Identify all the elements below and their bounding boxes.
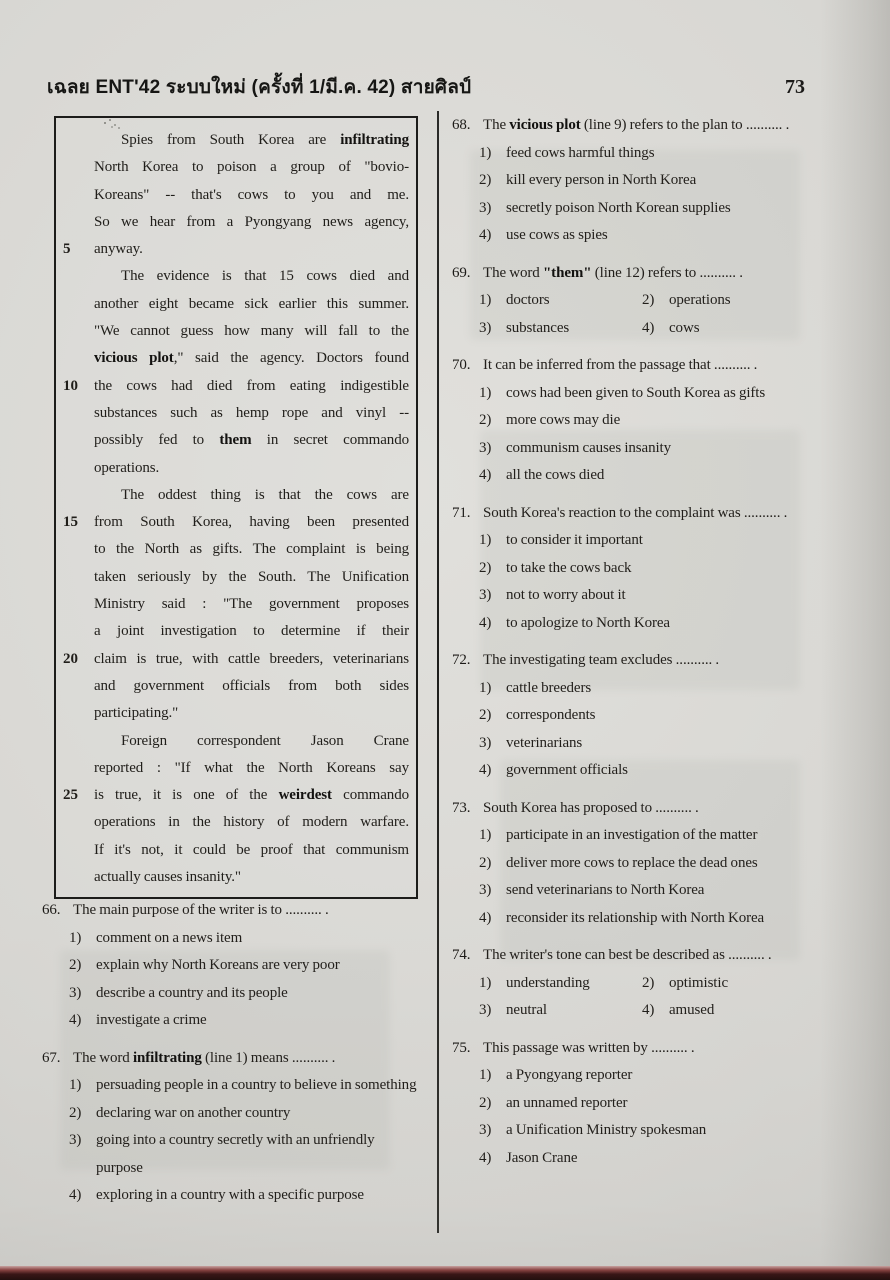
option-text: not to worry about it xyxy=(506,587,626,603)
answer-option xyxy=(479,315,642,343)
passage-line-text: The evidence is that 15 cows died and xyxy=(121,268,409,285)
question-number: 66. xyxy=(42,902,61,918)
option-marker: 1) xyxy=(479,292,492,308)
question-stem: South Korea has proposed to .......... . xyxy=(483,799,699,816)
option-marker: 1) xyxy=(479,974,492,991)
option-text: a Pyongyang reporter xyxy=(506,1067,633,1083)
question-stem: South Korea's reaction to the complaint was .......... . xyxy=(483,504,788,521)
answer-option xyxy=(479,380,820,408)
passage-line xyxy=(56,673,416,700)
passage-line-text: The oddest thing is that the cows are xyxy=(121,486,409,503)
option-text: reconsider its relationship with North Korea xyxy=(506,909,765,926)
question-number: 74. xyxy=(452,947,471,963)
answer-option xyxy=(479,1117,820,1145)
column-divider-line xyxy=(437,111,439,1233)
answer-option xyxy=(479,462,820,490)
passage-line-number: 20 xyxy=(63,650,78,667)
passage-lines xyxy=(56,127,416,891)
answer-option xyxy=(479,970,642,998)
answer-option xyxy=(479,702,820,730)
passage-line xyxy=(56,564,416,591)
answer-options xyxy=(42,925,420,1035)
option-text: describe a country and its people xyxy=(96,984,288,1001)
option-marker: 2) xyxy=(479,172,492,188)
question-number: 71. xyxy=(452,504,471,521)
answer-option xyxy=(69,925,420,953)
question-stem: The main purpose of the writer is to .......... . xyxy=(73,902,329,918)
answer-option xyxy=(479,435,820,463)
option-text: cows had been given to South Korea as gifts xyxy=(506,384,766,401)
option-text: feed cows harmful things xyxy=(506,144,655,161)
photo-bottom-edge xyxy=(0,1266,890,1280)
option-marker: 4) xyxy=(479,614,492,631)
passage-line xyxy=(56,618,416,645)
option-text: communism causes insanity xyxy=(506,439,672,456)
question-70 xyxy=(452,352,820,490)
passage-line xyxy=(56,482,416,509)
option-text: exploring in a country with a specific purpose xyxy=(96,1187,364,1203)
option-marker: 4) xyxy=(479,909,492,926)
answer-option xyxy=(479,1145,820,1173)
question-stem: The writer's tone can best be described as .......... . xyxy=(483,947,772,963)
answer-option xyxy=(479,407,820,435)
question-71 xyxy=(452,500,820,638)
answer-option xyxy=(479,555,820,583)
passage-line xyxy=(56,864,416,891)
reading-passage-box xyxy=(54,116,418,899)
answer-options xyxy=(452,140,820,250)
passage-line xyxy=(56,209,416,236)
passage-line xyxy=(56,154,416,181)
passage-line-text: to the North as gifts. The complaint is being xyxy=(94,541,409,558)
option-marker: 3) xyxy=(479,199,492,216)
question-stem: It can be inferred from the passage that .......... . xyxy=(483,357,758,373)
answer-option xyxy=(69,1127,420,1182)
option-marker: 3) xyxy=(479,1002,492,1018)
answer-option xyxy=(69,952,420,980)
answer-option xyxy=(69,1100,420,1128)
option-marker: 2) xyxy=(69,957,82,973)
answer-option xyxy=(479,730,820,758)
option-marker: 3) xyxy=(69,984,82,1001)
option-text: all the cows died xyxy=(506,467,605,483)
passage-line xyxy=(56,509,416,536)
option-marker: 2) xyxy=(479,412,492,428)
option-marker: 3) xyxy=(479,1122,492,1138)
option-text: understanding xyxy=(506,974,590,991)
passage-line-text: operations in the history of modern warfare. xyxy=(94,814,409,831)
answer-option xyxy=(642,997,820,1025)
option-marker: 3) xyxy=(69,1132,82,1148)
answer-options xyxy=(452,287,820,342)
option-marker: 4) xyxy=(479,467,492,483)
option-text: neutral xyxy=(506,1002,547,1018)
answer-option xyxy=(479,610,820,638)
passage-line-text: is true, it is one of the weirdest commando xyxy=(94,787,409,804)
answer-option xyxy=(69,1007,420,1035)
answer-option xyxy=(479,822,820,850)
option-text: a Unification Ministry spokesman xyxy=(506,1122,707,1138)
answer-options xyxy=(452,1062,820,1172)
option-text: doctors xyxy=(506,292,550,308)
passage-line-text: Ministry said : "The government proposes xyxy=(94,596,409,613)
passage-line-number: 15 xyxy=(63,514,78,531)
passage-line xyxy=(56,345,416,372)
question-67 xyxy=(42,1045,420,1210)
option-marker: 4) xyxy=(479,762,492,778)
option-marker: 2) xyxy=(642,974,655,991)
answer-option xyxy=(479,877,820,905)
option-text: correspondents xyxy=(506,707,596,723)
option-text: participate in an investigation of the matter xyxy=(506,827,758,843)
passage-line xyxy=(56,700,416,727)
question-stem: This passage was written by .......... . xyxy=(483,1039,695,1056)
passage-line-text: Foreign correspondent Jason Crane xyxy=(121,732,409,749)
answer-options xyxy=(42,1072,420,1210)
passage-line-text: claim is true, with cattle breeders, veterinarians xyxy=(94,650,409,667)
option-text: cows xyxy=(669,319,700,336)
passage-line xyxy=(56,400,416,427)
answer-option xyxy=(479,850,820,878)
answer-options xyxy=(452,970,820,1025)
option-marker: 4) xyxy=(479,227,492,243)
question-stem: The investigating team excludes .......... . xyxy=(483,652,720,668)
questions-column-left xyxy=(42,897,420,1220)
option-text: going into a country secretly with an unfriendly purpose xyxy=(96,1132,375,1176)
option-text: comment on a news item xyxy=(96,929,243,946)
passage-line xyxy=(56,728,416,755)
option-text: government officials xyxy=(506,762,628,778)
answer-option xyxy=(479,167,820,195)
passage-line xyxy=(56,236,416,263)
answer-option xyxy=(479,582,820,610)
question-number: 68. xyxy=(452,117,471,133)
option-text: persuading people in a country to believe in something xyxy=(96,1077,417,1093)
passage-line xyxy=(56,182,416,209)
passage-line xyxy=(56,536,416,563)
answer-option xyxy=(479,757,820,785)
page-number: 73 xyxy=(785,76,805,98)
passage-line-text: anyway. xyxy=(94,241,143,258)
option-text: cattle breeders xyxy=(506,679,592,696)
option-marker: 4) xyxy=(642,1002,655,1018)
option-marker: 3) xyxy=(479,734,492,751)
option-marker: 3) xyxy=(479,587,492,603)
option-text: declaring war on another country xyxy=(96,1104,291,1121)
answer-options xyxy=(452,527,820,637)
pencil-mark xyxy=(104,122,122,134)
option-marker: 1) xyxy=(479,827,492,843)
answer-option xyxy=(479,195,820,223)
option-text: veterinarians xyxy=(506,734,583,751)
question-75 xyxy=(452,1035,820,1173)
answer-option xyxy=(69,1182,420,1210)
answer-option xyxy=(642,970,820,998)
passage-line-text: a joint investigation to determine if their xyxy=(94,623,409,640)
passage-line-number: 5 xyxy=(63,241,71,258)
questions-column-right xyxy=(452,112,820,1182)
option-text: optimistic xyxy=(669,974,729,991)
answer-option xyxy=(479,1090,820,1118)
option-marker: 4) xyxy=(69,1187,82,1203)
page-header-title: เฉลย ENT'42 ระบบใหม่ (ครั้งที่ 1/มี.ค. 42) สายศิลป์ xyxy=(47,77,472,98)
option-text: kill every person in North Korea xyxy=(506,172,697,188)
passage-line xyxy=(56,591,416,618)
option-marker: 3) xyxy=(479,439,492,456)
passage-line-text: North Korea to poison a group of "bovio- xyxy=(94,159,409,176)
option-text: operations xyxy=(669,292,731,308)
passage-line xyxy=(56,809,416,836)
option-text: amused xyxy=(669,1002,715,1018)
passage-line xyxy=(56,646,416,673)
passage-line-text: possibly fed to them in secret commando xyxy=(94,432,409,449)
option-marker: 1) xyxy=(479,144,492,161)
option-text: investigate a crime xyxy=(96,1012,207,1028)
answer-option xyxy=(479,287,642,315)
option-marker: 2) xyxy=(69,1104,82,1121)
passage-line-text: participating." xyxy=(94,705,179,722)
option-marker: 1) xyxy=(479,384,492,401)
answer-option xyxy=(479,997,642,1025)
question-number: 69. xyxy=(452,264,471,281)
answer-option xyxy=(69,980,420,1008)
passage-line-text: substances such as hemp rope and vinyl -- xyxy=(94,404,409,421)
option-marker: 1) xyxy=(479,532,492,548)
option-marker: 2) xyxy=(479,854,492,871)
option-text: use cows as spies xyxy=(506,227,608,243)
answer-option xyxy=(479,527,820,555)
passage-line-text: operations. xyxy=(94,459,160,476)
answer-option xyxy=(479,675,820,703)
answer-options xyxy=(452,380,820,490)
passage-line xyxy=(56,427,416,454)
answer-option xyxy=(642,315,820,343)
passage-line xyxy=(56,455,416,482)
option-marker: 1) xyxy=(479,679,492,696)
question-stem: The word "them" (line 12) refers to .......... . xyxy=(483,264,743,281)
answer-option xyxy=(479,1062,820,1090)
option-text: Jason Crane xyxy=(506,1149,578,1166)
option-text: secretly poison North Korean supplies xyxy=(506,199,731,216)
passage-line-text: Spies from South Korea are infiltrating xyxy=(121,132,409,148)
passage-line-text: If it's not, it could be proof that communism xyxy=(94,841,409,858)
option-text: more cows may die xyxy=(506,412,621,428)
passage-line-text: "We cannot guess how many will fall to the xyxy=(94,323,409,340)
passage-line-text: from South Korea, having been presented xyxy=(94,514,409,531)
passage-line xyxy=(56,782,416,809)
answer-option xyxy=(642,287,820,315)
passage-line xyxy=(56,837,416,864)
question-72 xyxy=(452,647,820,785)
question-73 xyxy=(452,795,820,933)
option-marker: 4) xyxy=(642,319,655,336)
passage-line-number: 10 xyxy=(63,377,78,394)
question-number: 75. xyxy=(452,1039,471,1056)
question-68 xyxy=(452,112,820,250)
option-text: to apologize to North Korea xyxy=(506,614,670,631)
passage-line-text: actually causes insanity." xyxy=(94,869,241,886)
question-number: 72. xyxy=(452,652,471,668)
option-marker: 3) xyxy=(479,319,492,336)
answer-option xyxy=(479,222,820,250)
passage-line-text: Koreans" -- that's cows to you and me. xyxy=(94,186,409,203)
option-text: send veterinarians to North Korea xyxy=(506,882,705,898)
option-marker: 2) xyxy=(479,559,492,576)
passage-line-text: reported : "If what the North Koreans say xyxy=(94,759,409,776)
passage-line xyxy=(56,318,416,345)
option-text: deliver more cows to replace the dead ones xyxy=(506,854,758,871)
question-number: 70. xyxy=(452,357,471,373)
passage-line xyxy=(56,755,416,782)
passage-line-number: 25 xyxy=(63,787,78,804)
option-marker: 1) xyxy=(479,1067,492,1083)
option-text: to consider it important xyxy=(506,532,643,548)
question-stem: The vicious plot (line 9) refers to the plan to .......... . xyxy=(483,117,790,133)
answer-option xyxy=(479,140,820,168)
answer-option xyxy=(479,905,820,933)
option-marker: 3) xyxy=(479,882,492,898)
option-marker: 1) xyxy=(69,929,82,946)
option-marker: 4) xyxy=(69,1012,82,1028)
option-text: explain why North Koreans are very poor xyxy=(96,957,340,973)
passage-line-text: vicious plot," said the agency. Doctors found xyxy=(94,350,409,367)
option-marker: 2) xyxy=(479,1094,492,1111)
option-text: substances xyxy=(506,319,570,336)
answer-option xyxy=(69,1072,420,1100)
question-74 xyxy=(452,942,820,1025)
option-marker: 2) xyxy=(642,292,655,308)
option-text: to take the cows back xyxy=(506,559,632,576)
answer-options xyxy=(452,675,820,785)
question-number: 73. xyxy=(452,799,471,816)
passage-line-text: the cows had died from eating indigestible xyxy=(94,377,409,394)
passage-line-text: taken seriously by the South. The Unification xyxy=(94,568,409,585)
page-curl-shading xyxy=(820,0,890,1280)
question-number: 67. xyxy=(42,1049,61,1066)
passage-line-text: So we hear from a Pyongyang news agency, xyxy=(94,213,409,230)
option-marker: 2) xyxy=(479,707,492,723)
question-69 xyxy=(452,260,820,343)
passage-line xyxy=(56,263,416,290)
question-66 xyxy=(42,897,420,1035)
option-marker: 4) xyxy=(479,1149,492,1166)
answer-options xyxy=(452,822,820,932)
passage-line-text: another eight became sick earlier this summer. xyxy=(94,295,409,312)
passage-line xyxy=(56,373,416,400)
passage-line-text: and government officials from both sides xyxy=(94,677,409,694)
passage-line xyxy=(56,291,416,318)
option-text: an unnamed reporter xyxy=(506,1094,628,1111)
option-marker: 1) xyxy=(69,1077,82,1093)
question-stem: The word infiltrating (line 1) means .......... . xyxy=(73,1049,336,1066)
